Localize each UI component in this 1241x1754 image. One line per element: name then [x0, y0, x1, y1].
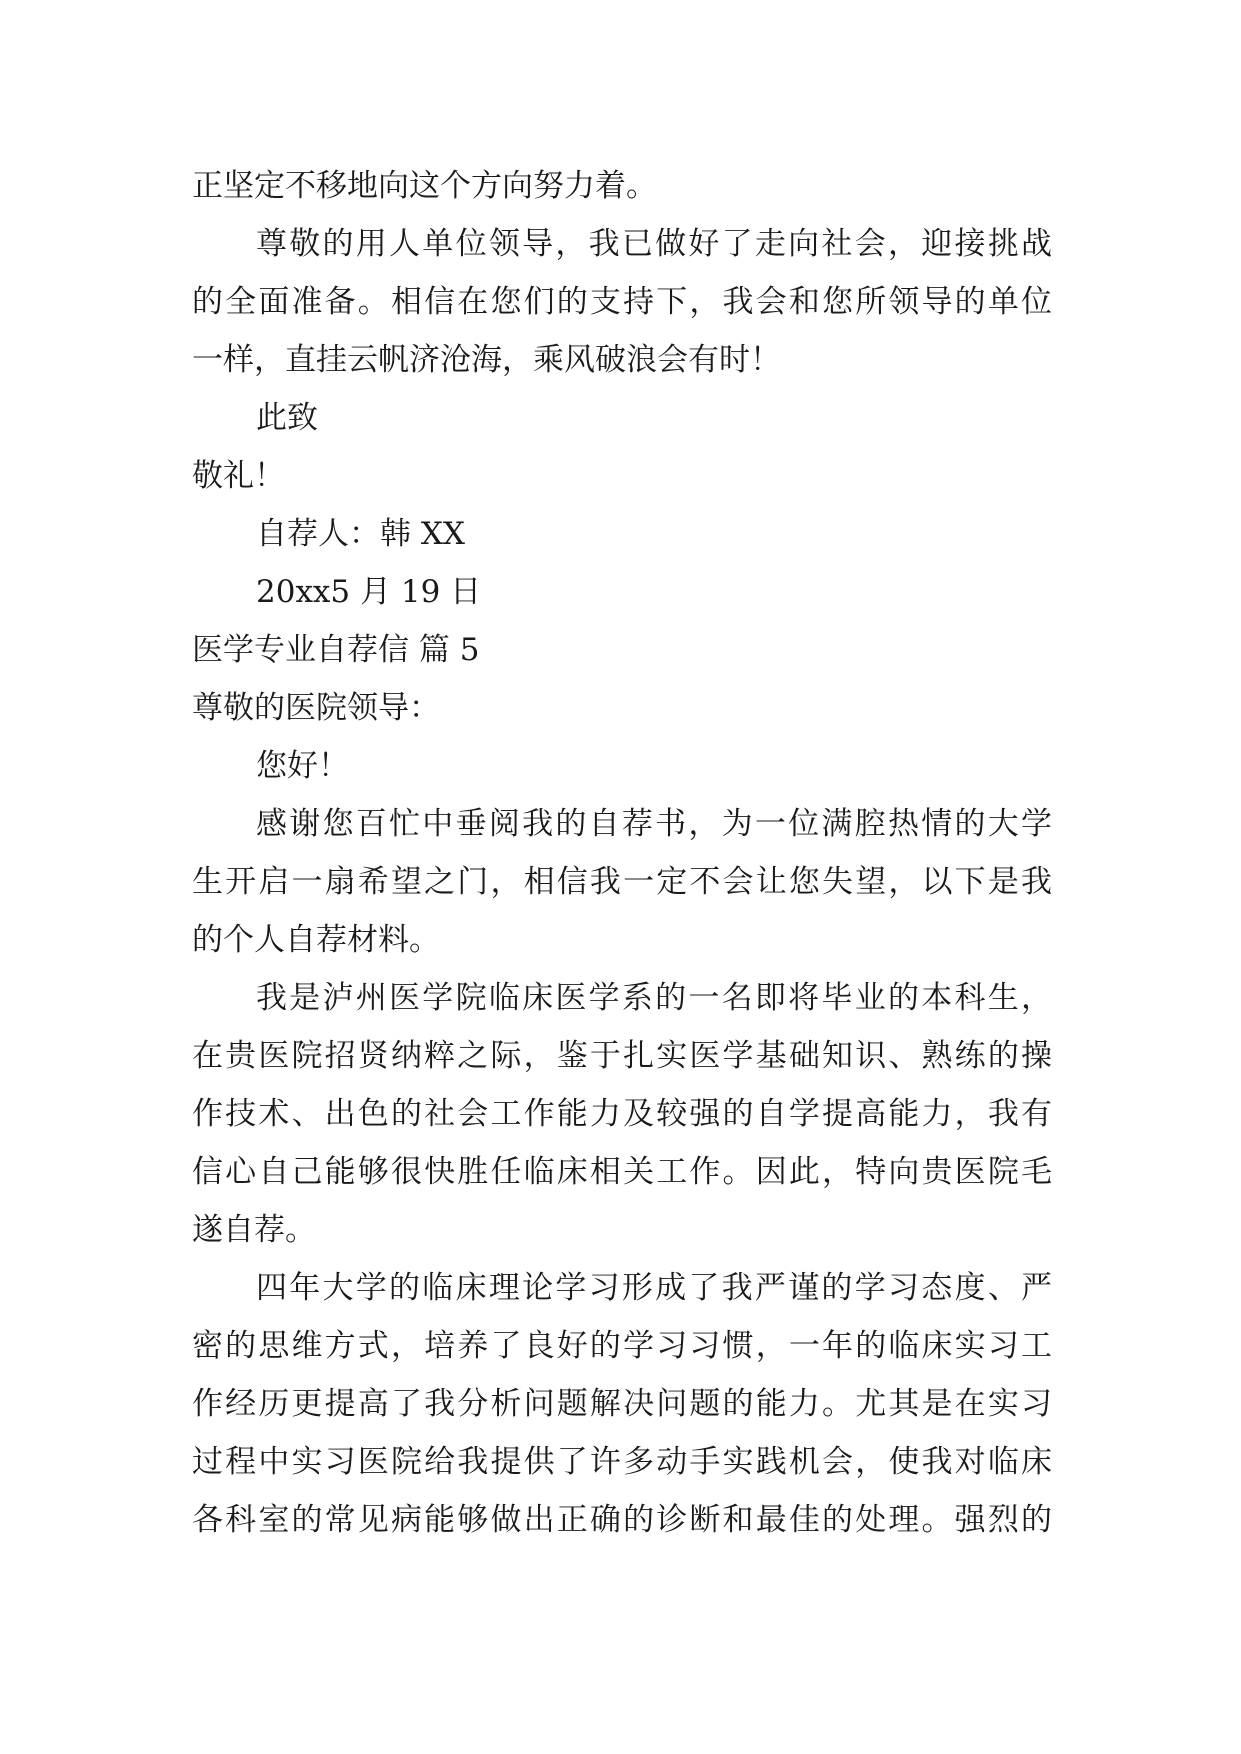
text-line: 尊敬的用人单位领导，我已做好了走向社会，迎接挑战 [256, 226, 1052, 262]
text-line: 各科室的常见病能够做出正确的诊断和最佳的处理。强烈的 [192, 1502, 1052, 1538]
text-line: 的个人自荐材料。 [192, 922, 440, 958]
text-line: 作经历更提高了我分析问题解决问题的能力。尤其是在实习 [192, 1386, 1052, 1422]
text-line: 过程中实习医院给我提供了许多动手实践机会，使我对临床 [192, 1444, 1052, 1480]
section-heading: 医学专业自荐信 篇 5 [192, 632, 480, 668]
closing-phrase: 此致 [256, 400, 318, 436]
salutation-closing: 敬礼！ [192, 458, 285, 494]
text-line: 生开启一扇希望之门，相信我一定不会让您失望，以下是我 [192, 864, 1052, 900]
signature-date: 20xx5 月 19 日 [256, 574, 482, 610]
text-line: 密的思维方式，培养了良好的学习习惯，一年的临床实习工 [192, 1328, 1052, 1364]
text-line: 的全面准备。相信在您们的支持下，我会和您所领导的单位 [192, 284, 1052, 320]
text-line: 信心自己能够很快胜任临床相关工作。因此，特向贵医院毛 [192, 1154, 1052, 1190]
text-line: 您好！ [256, 748, 349, 784]
signature-name: 自荐人：韩 XX [256, 516, 465, 552]
text-line: 四年大学的临床理论学习形成了我严谨的学习态度、严 [256, 1270, 1052, 1306]
text-line: 在贵医院招贤纳粹之际，鉴于扎实医学基础知识、熟练的操 [192, 1038, 1052, 1074]
letter-greeting: 尊敬的医院领导： [192, 690, 440, 726]
text-line: 感谢您百忙中垂阅我的自荐书，为一位满腔热情的大学 [256, 806, 1052, 842]
text-line: 一样，直挂云帆济沧海，乘风破浪会有时！ [192, 342, 781, 378]
text-line: 我是泸州医学院临床医学系的一名即将毕业的本科生， [256, 980, 1052, 1016]
text-line: 遂自荐。 [192, 1212, 316, 1248]
text-line: 作技术、出色的社会工作能力及较强的自学提高能力，我有 [192, 1096, 1052, 1132]
text-line: 正坚定不移地向这个方向努力着。 [192, 168, 657, 204]
